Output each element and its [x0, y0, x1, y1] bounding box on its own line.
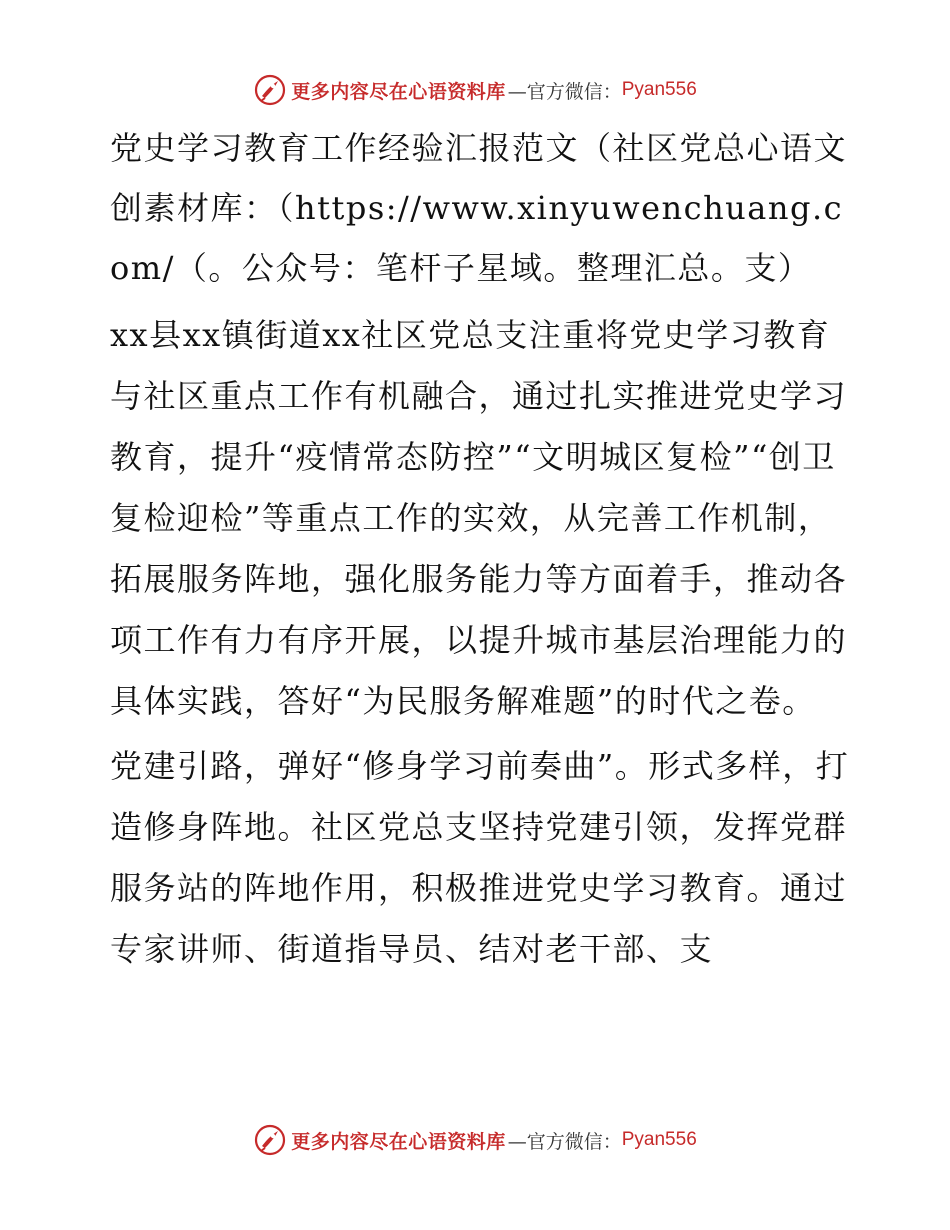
brand-logo-icon	[253, 1123, 287, 1157]
header-banner-official: —官方微信：	[507, 80, 622, 103]
document-body	[98, 118, 850, 980]
header-banner	[0, 70, 950, 110]
brand-logo-icon	[253, 73, 287, 107]
document-title: 党史学习教育工作经验汇报范文（社区党总心语文创素材库：（https://www.xinyuwenchuang.com/（。公众号：笔杆子星域。整理汇总。支）	[110, 129, 848, 287]
footer-banner	[0, 1120, 950, 1160]
header-banner-handle: Pyan556	[621, 79, 697, 100]
footer-banner-text: 更多内容尽在心语资料库	[291, 1130, 506, 1153]
footer-banner-official: —官方微信：	[507, 1130, 622, 1153]
footer-banner-handle: Pyan556	[621, 1129, 697, 1150]
paragraph-intro: xx县xx镇街道xx社区党总支注重将党史学习教育与社区重点工作有机融合，通过扎实推进党史学习教育，提升“疫情常态防控”“文明城区复检”“创卫复检迎检”等重点工作的实效，从完善工作机制，拓展服务阵地，强化服务能力等方面着手，推动各项工作有力有序开展，以提升城市基层治理能力的具体实践，答好“为民服务解难题”的时代之卷。	[110, 316, 848, 720]
header-banner-text: 更多内容尽在心语资料库	[291, 80, 506, 103]
paragraph-party-building: 党建引路，弹好“修身学习前奏曲”。形式多样，打造修身阵地。社区党总支坚持党建引领，发挥党群服务站的阵地作用，积极推进党史学习教育。通过专家讲师、街道指导员、结对老干部、支	[110, 747, 850, 968]
